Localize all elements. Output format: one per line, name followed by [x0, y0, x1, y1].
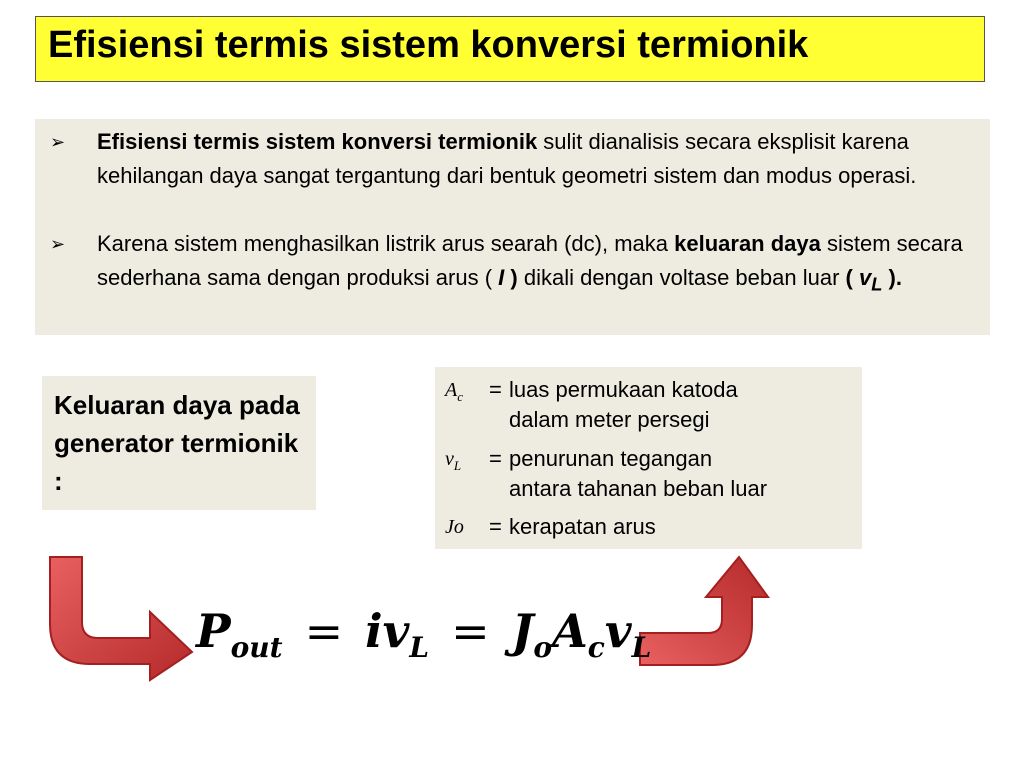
legend-def-line1: luas permukaan katoda	[509, 377, 738, 402]
keluaran-heading: Keluaran daya pada generator termionik :	[54, 390, 300, 496]
paren-open: (	[845, 265, 859, 290]
legend-def-line2: dalam meter persegi	[509, 407, 710, 432]
legend-equals: =	[489, 514, 502, 539]
legend-def-line1: kerapatan arus	[509, 514, 656, 539]
symbol-i: I	[498, 265, 505, 290]
paren-close-dot: ).	[882, 265, 902, 290]
legend-symbol: $A_c$	[445, 379, 463, 404]
legend-symbol: $v_L$	[445, 448, 462, 473]
bullet-2-text	[97, 227, 980, 301]
arrow-bullet-icon: ➢	[50, 132, 66, 152]
bullet-2-part1: Karena sistem menghasilkan listrik arus searah (dc), maka	[97, 231, 675, 256]
bullet-1-bold: Efisiensi termis sistem konversi termionik	[97, 129, 538, 154]
symbol-v: v	[858, 265, 872, 290]
title-box	[35, 16, 985, 82]
bullet-1-rest: sulit dianalisis secara eksplisit karena kehilangan daya sangat tergantung dari bentuk geometri sistem dan modus operasi.	[97, 129, 917, 188]
symbol-v-sub: L	[871, 273, 883, 295]
legend-equals: =	[489, 446, 502, 471]
legend-def-line1: penurunan tegangan	[509, 446, 713, 471]
legend-box	[435, 367, 862, 549]
power-formula: $P_{out} = iv_L = J_oA_cv_L$	[196, 604, 652, 665]
legend-equals: =	[489, 377, 502, 402]
paren-close: )	[504, 265, 518, 290]
legend-symbol: Jo	[445, 516, 464, 538]
bullet-1-text	[97, 125, 980, 193]
arrow-bullet-icon: ➢	[50, 234, 66, 254]
bullet-2-part2: sistem secara sederhana sama dengan produksi arus (	[97, 231, 963, 290]
equals-sign: =	[304, 604, 344, 658]
bullet-2-bold: keluaran daya	[674, 231, 821, 256]
bullet-2-part3: dikali dengan voltase beban luar	[517, 265, 846, 290]
bullets-box	[35, 119, 990, 335]
slide-title: Efisiensi termis sistem konversi termionik	[48, 24, 809, 66]
curved-arrow-left-icon	[40, 552, 200, 684]
legend-def-line2: antara tahanan beban luar	[509, 476, 768, 501]
curved-arrow-right-icon	[636, 553, 772, 668]
equals-sign: =	[451, 604, 490, 658]
keluaran-box	[42, 376, 316, 510]
